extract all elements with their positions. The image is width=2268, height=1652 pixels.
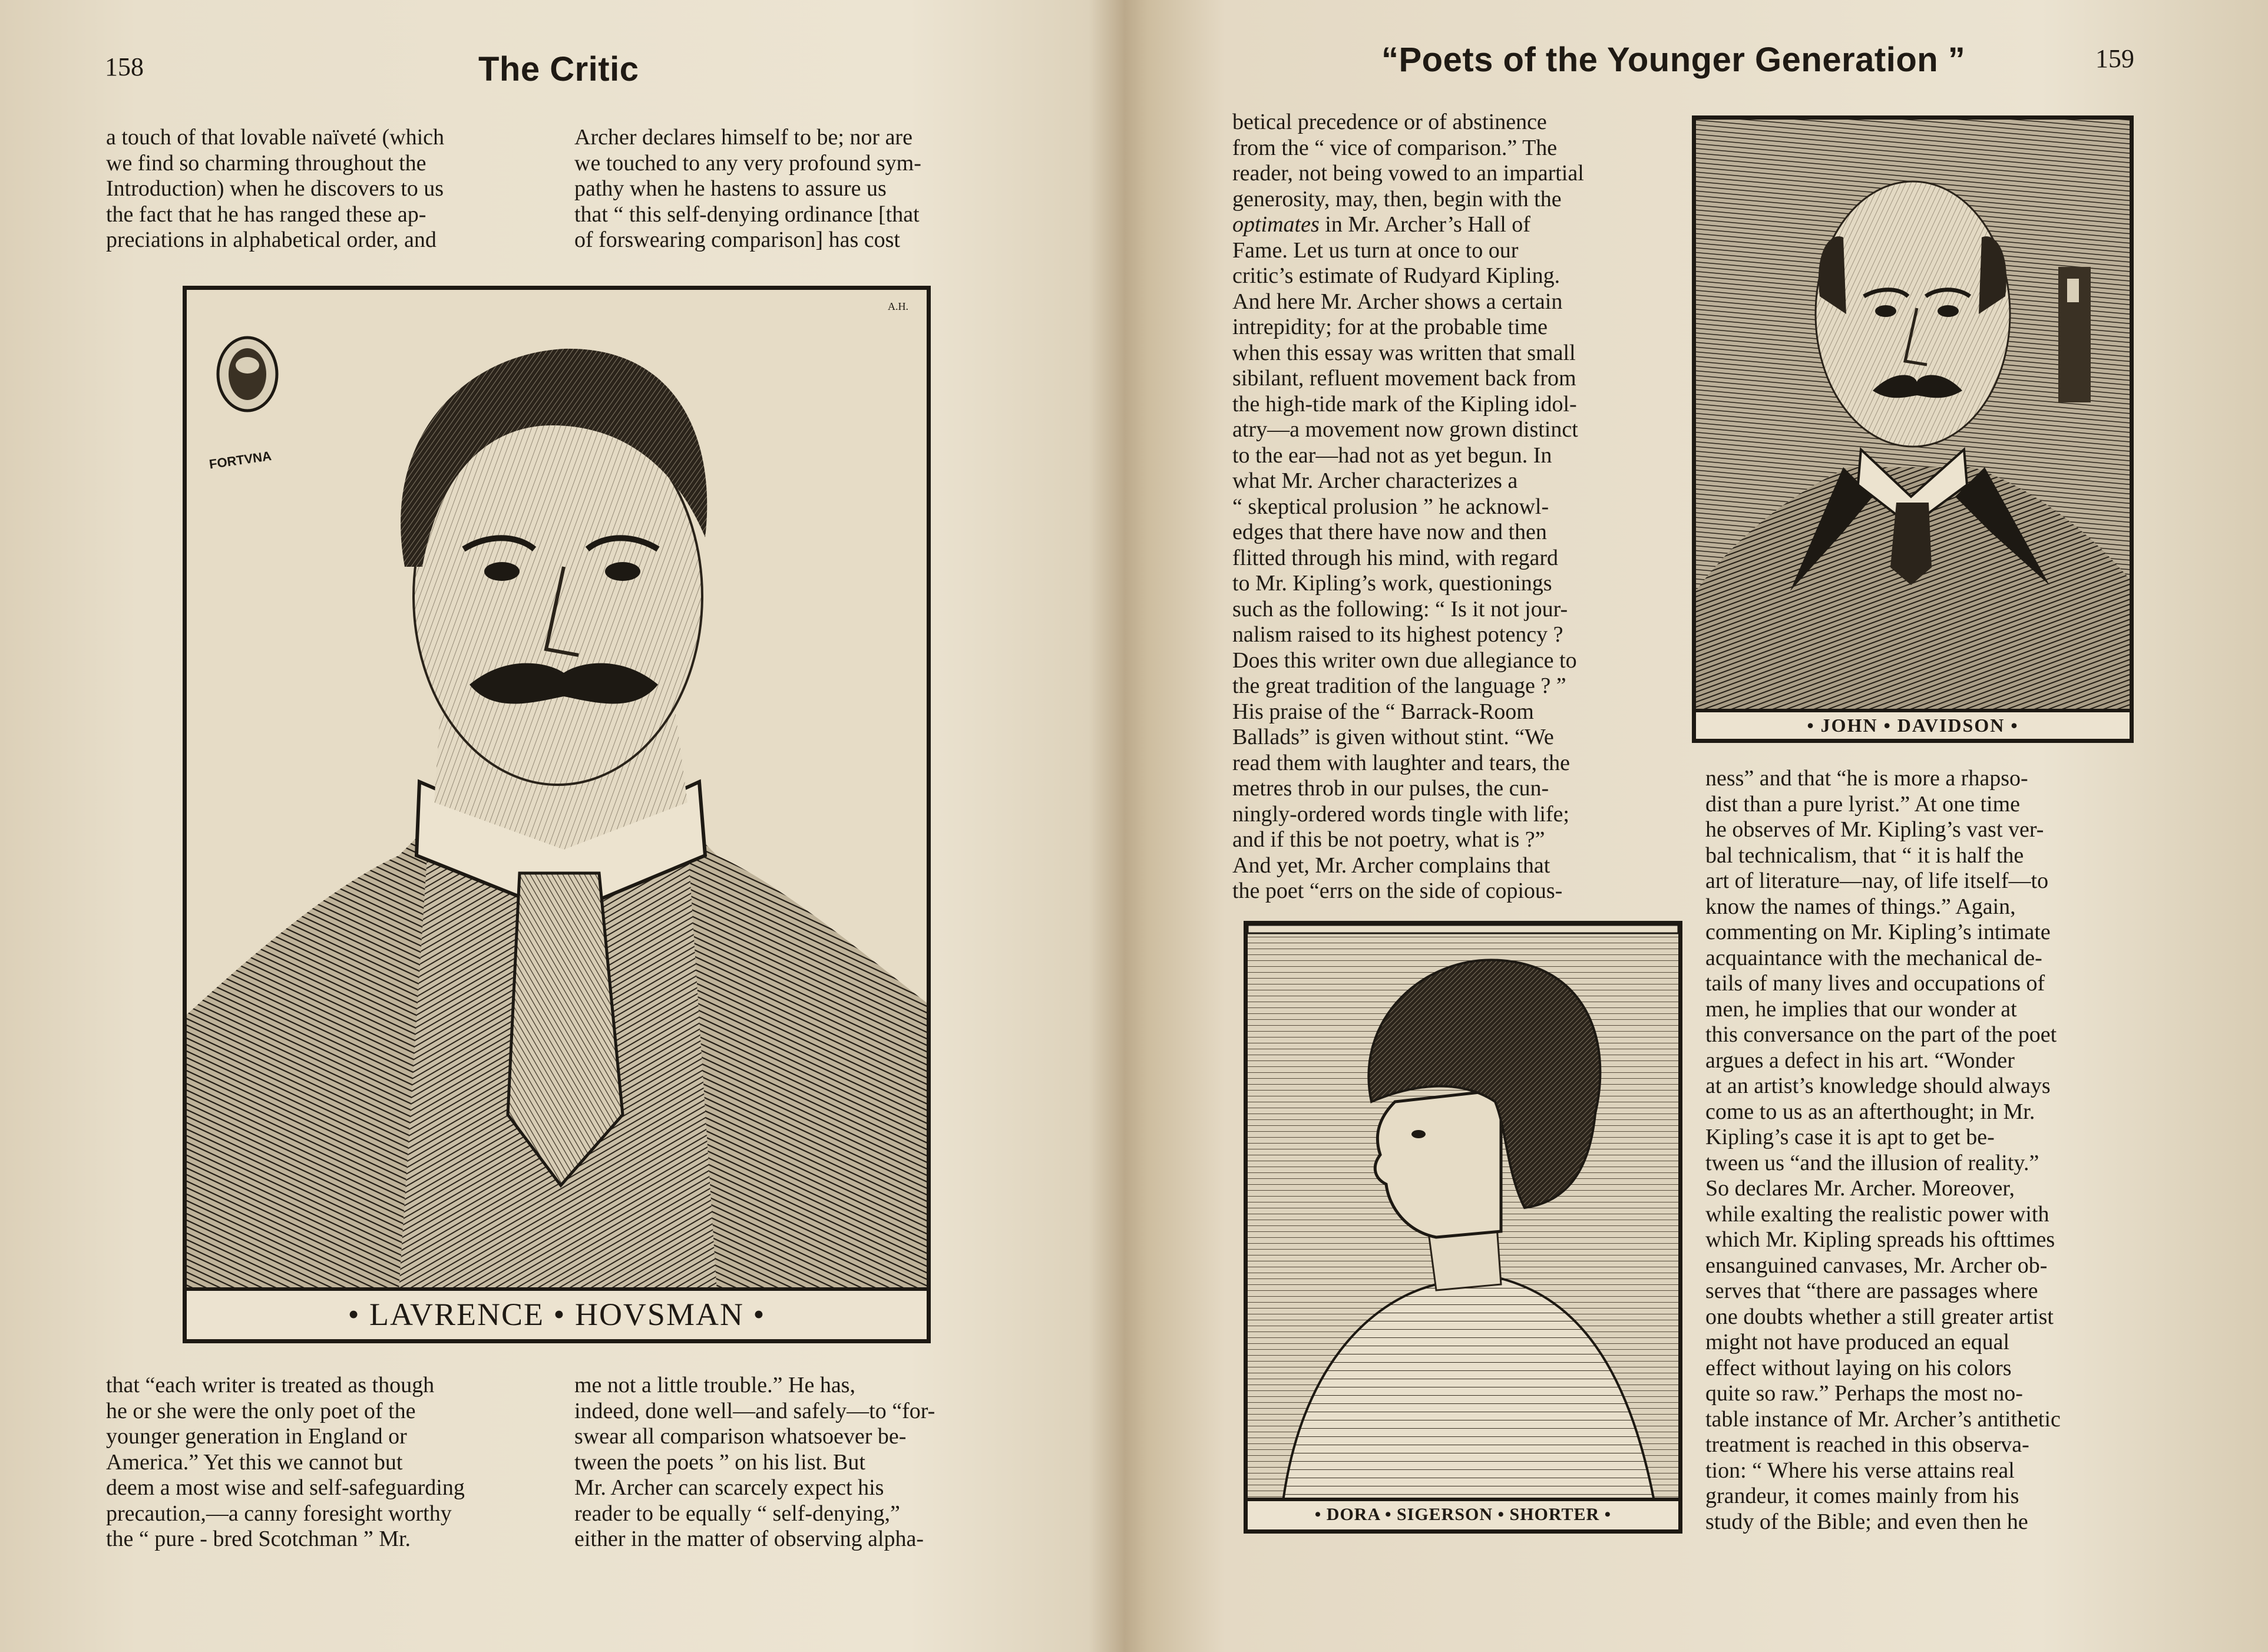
text-line: nalism raised to its highest potency ? — [1232, 622, 1563, 647]
text-line: flitted through his mind, with regard — [1232, 545, 1559, 570]
text-line: acquaintance with the mechanical de- — [1705, 945, 2042, 970]
text-line: he or she were the only poet of the — [106, 1398, 416, 1423]
text-line: ness” and that “he is more a rhapso- — [1705, 766, 2028, 791]
text-line: read them with laughter and tears, the — [1232, 750, 1570, 775]
text-line: the high-tide mark of the Kipling idol- — [1232, 391, 1577, 417]
text-line: ensanguined canvases, Mr. Archer ob- — [1705, 1253, 2048, 1278]
text-line: and if this be not poetry, what is ?” — [1232, 827, 1545, 852]
text-line: Mr. Archer can scarcely expect his — [574, 1475, 884, 1500]
text-line: Archer declares himself to be; nor are — [574, 125, 913, 150]
text-line: the “ pure - bred Scotchman ” Mr. — [106, 1527, 411, 1551]
davidson-portrait-engraving — [1696, 120, 2130, 709]
text-line: he observes of Mr. Kipling’s vast ver- — [1705, 817, 2044, 842]
text-line: at an artist’s knowledge should always — [1705, 1073, 2051, 1098]
text-line: the great tradition of the language ? ” — [1232, 673, 1566, 698]
housman-caption: • LAVRENCE • HOVSMAN • — [187, 1287, 927, 1339]
text-line: while exalting the realistic power with — [1705, 1201, 2049, 1227]
davidson-portrait-plate — [1692, 115, 2134, 743]
text-line: metres throb in our pulses, the cun- — [1232, 776, 1549, 801]
text-line: tails of many lives and occupations of — [1705, 971, 2045, 996]
text-line: sibilant, refluent movement back from — [1232, 366, 1576, 391]
running-head-left: The Critic — [478, 50, 639, 88]
text-line: serves that “there are passages where — [1705, 1278, 2038, 1303]
emblem-label: FORTVNA — [208, 448, 273, 472]
shorter-portrait-engraving — [1248, 925, 1678, 1501]
left-top-col2 — [574, 125, 1015, 253]
text-line: America.” Yet this we cannot but — [106, 1449, 403, 1475]
text-line: edges that there have now and then — [1232, 520, 1547, 544]
shorter-portrait-plate — [1244, 921, 1682, 1534]
text-line: So declares Mr. Archer. Moreover, — [1705, 1176, 2015, 1201]
text-line: to the ear—had not as yet begun. In — [1232, 442, 1552, 468]
text-line: tween us “and the illusion of reality.” — [1705, 1150, 2039, 1175]
text-line: swear all comparison whatsoever be- — [574, 1424, 907, 1449]
text-line: we find so charming throughout the — [106, 150, 427, 176]
text-line: commenting on Mr. Kipling’s intimate — [1705, 920, 2051, 944]
text-line: know the names of things.” Again, — [1705, 894, 2016, 919]
shorter-caption: • DORA • SIGERSON • SHORTER • — [1248, 1498, 1678, 1529]
running-head-right: “Poets of the Younger Generation ” — [1381, 41, 1966, 79]
text-line: younger generation in England or — [106, 1424, 407, 1449]
text-line: one doubts whether a still greater artist — [1705, 1304, 2054, 1329]
text-line: ningly-ordered words tingle with life; — [1232, 801, 1569, 827]
text-line: that “ this self-denying ordinance [that — [574, 201, 920, 227]
left-page — [0, 0, 1122, 1652]
text-line: effect without laying on his colors — [1705, 1355, 2012, 1380]
text-line: generosity, may, then, begin with the — [1232, 186, 1562, 212]
text-line: argues a defect in his art. “Wonder — [1705, 1048, 2015, 1073]
text-line: Ballads” is given without stint. “We — [1232, 725, 1554, 749]
text-line: His praise of the “ Barrack-Room — [1232, 699, 1534, 724]
text-line: such as the following: “ Is it not jour- — [1232, 596, 1568, 622]
text-line: men, he implies that our wonder at — [1705, 996, 2017, 1022]
text-line: tween the poets ” on his list. But — [574, 1449, 865, 1475]
text-line: tion: “ Where his verse attains real — [1705, 1458, 2015, 1483]
artist-monogram: A.H. — [888, 300, 908, 312]
text-line: to Mr. Kipling’s work, questionings — [1232, 571, 1552, 596]
text-line: study of the Bible; and even then he — [1705, 1509, 2028, 1534]
right-col2 — [1705, 766, 2143, 1535]
text-line: quite so raw.” Perhaps the most no- — [1705, 1381, 2023, 1406]
text-line: from the “ vice of comparison.” The — [1232, 135, 1558, 160]
text-line: dist than a pure lyrist.” At one time — [1705, 791, 2021, 817]
left-bottom-col2 — [574, 1373, 1015, 1552]
text-line: grandeur, it comes mainly from his — [1705, 1484, 2019, 1508]
text-line: And here Mr. Archer shows a certain — [1232, 289, 1563, 314]
text-line: precaution,—a canny foresight worthy — [106, 1501, 452, 1526]
text-line: reader, not being vowed to an impartial — [1232, 161, 1584, 186]
text-line: reader to be equally “ self-denying,” — [574, 1501, 900, 1526]
text-line: come to us as an afterthought; in Mr. — [1705, 1099, 2035, 1124]
text-line: which Mr. Kipling spreads his ofttimes — [1705, 1227, 2055, 1252]
right-page — [1122, 0, 2268, 1652]
text-line: pathy when he hastens to assure us — [574, 176, 887, 201]
text-line: Fame. Let us turn at once to our — [1232, 237, 1519, 263]
right-col1 — [1232, 110, 1671, 904]
text-line: this conversance on the part of the poet — [1705, 1022, 2057, 1047]
text-line: “ skeptical prolusion ” he acknowl- — [1232, 494, 1549, 519]
text-line: Kipling’s case it is apt to get be- — [1705, 1125, 1995, 1149]
text-line: intrepidity; for at the probable time — [1232, 315, 1548, 339]
italic-word: optimates — [1232, 212, 1320, 237]
text-line: optimates in Mr. Archer’s Hall of — [1232, 212, 1530, 237]
left-top-col1 — [106, 125, 545, 253]
housman-portrait-plate — [183, 286, 931, 1343]
text-line: bal technicalism, that “ it is half the — [1705, 842, 2024, 868]
text-line: atry—a movement now grown distinct — [1232, 417, 1578, 442]
text-line: the fact that he has ranged these ap- — [106, 201, 427, 227]
text-line: Introduction) when he discovers to us — [106, 176, 444, 201]
text-line: we touched to any very profound sym- — [574, 150, 921, 176]
page-number-left: 158 — [105, 52, 144, 81]
text-line: betical precedence or of abstinence — [1232, 110, 1547, 134]
text-line: what Mr. Archer characterizes a — [1232, 468, 1518, 493]
text-line: might not have produced an equal — [1705, 1330, 2010, 1354]
text-line: a touch of that lovable naïveté (which — [106, 125, 445, 150]
text-line: indeed, done well—and safely—to “for- — [574, 1398, 935, 1423]
text-line: me not a little trouble.” He has, — [574, 1373, 855, 1397]
davidson-caption: • JOHN • DAVIDSON • — [1696, 709, 2130, 739]
text-line: deem a most wise and self-safeguarding — [106, 1475, 465, 1500]
text-line: And yet, Mr. Archer complains that — [1232, 853, 1550, 878]
text-line: preciations in alphabetical order, and — [106, 227, 437, 252]
left-bottom-col1 — [106, 1373, 545, 1552]
text-line: art of literature—nay, of life itself—to — [1705, 868, 2049, 893]
text-line: table instance of Mr. Archer’s antithetic — [1705, 1406, 2061, 1432]
text-line: of forswearing comparison] has cost — [574, 227, 900, 252]
text-line: that “each writer is treated as though — [106, 1373, 435, 1397]
text-line: the poet “errs on the side of copious- — [1232, 878, 1563, 903]
text-line: either in the matter of observing alpha- — [574, 1527, 924, 1551]
text-line: Does this writer own due allegiance to — [1232, 647, 1577, 673]
text-line: when this essay was written that small — [1232, 340, 1576, 365]
housman-portrait-engraving — [187, 290, 927, 1291]
page-number-right: 159 — [2095, 44, 2134, 73]
text-line: treatment is reached in this observa- — [1705, 1432, 2029, 1457]
text-line: critic’s estimate of Rudyard Kipling. — [1232, 263, 1561, 288]
